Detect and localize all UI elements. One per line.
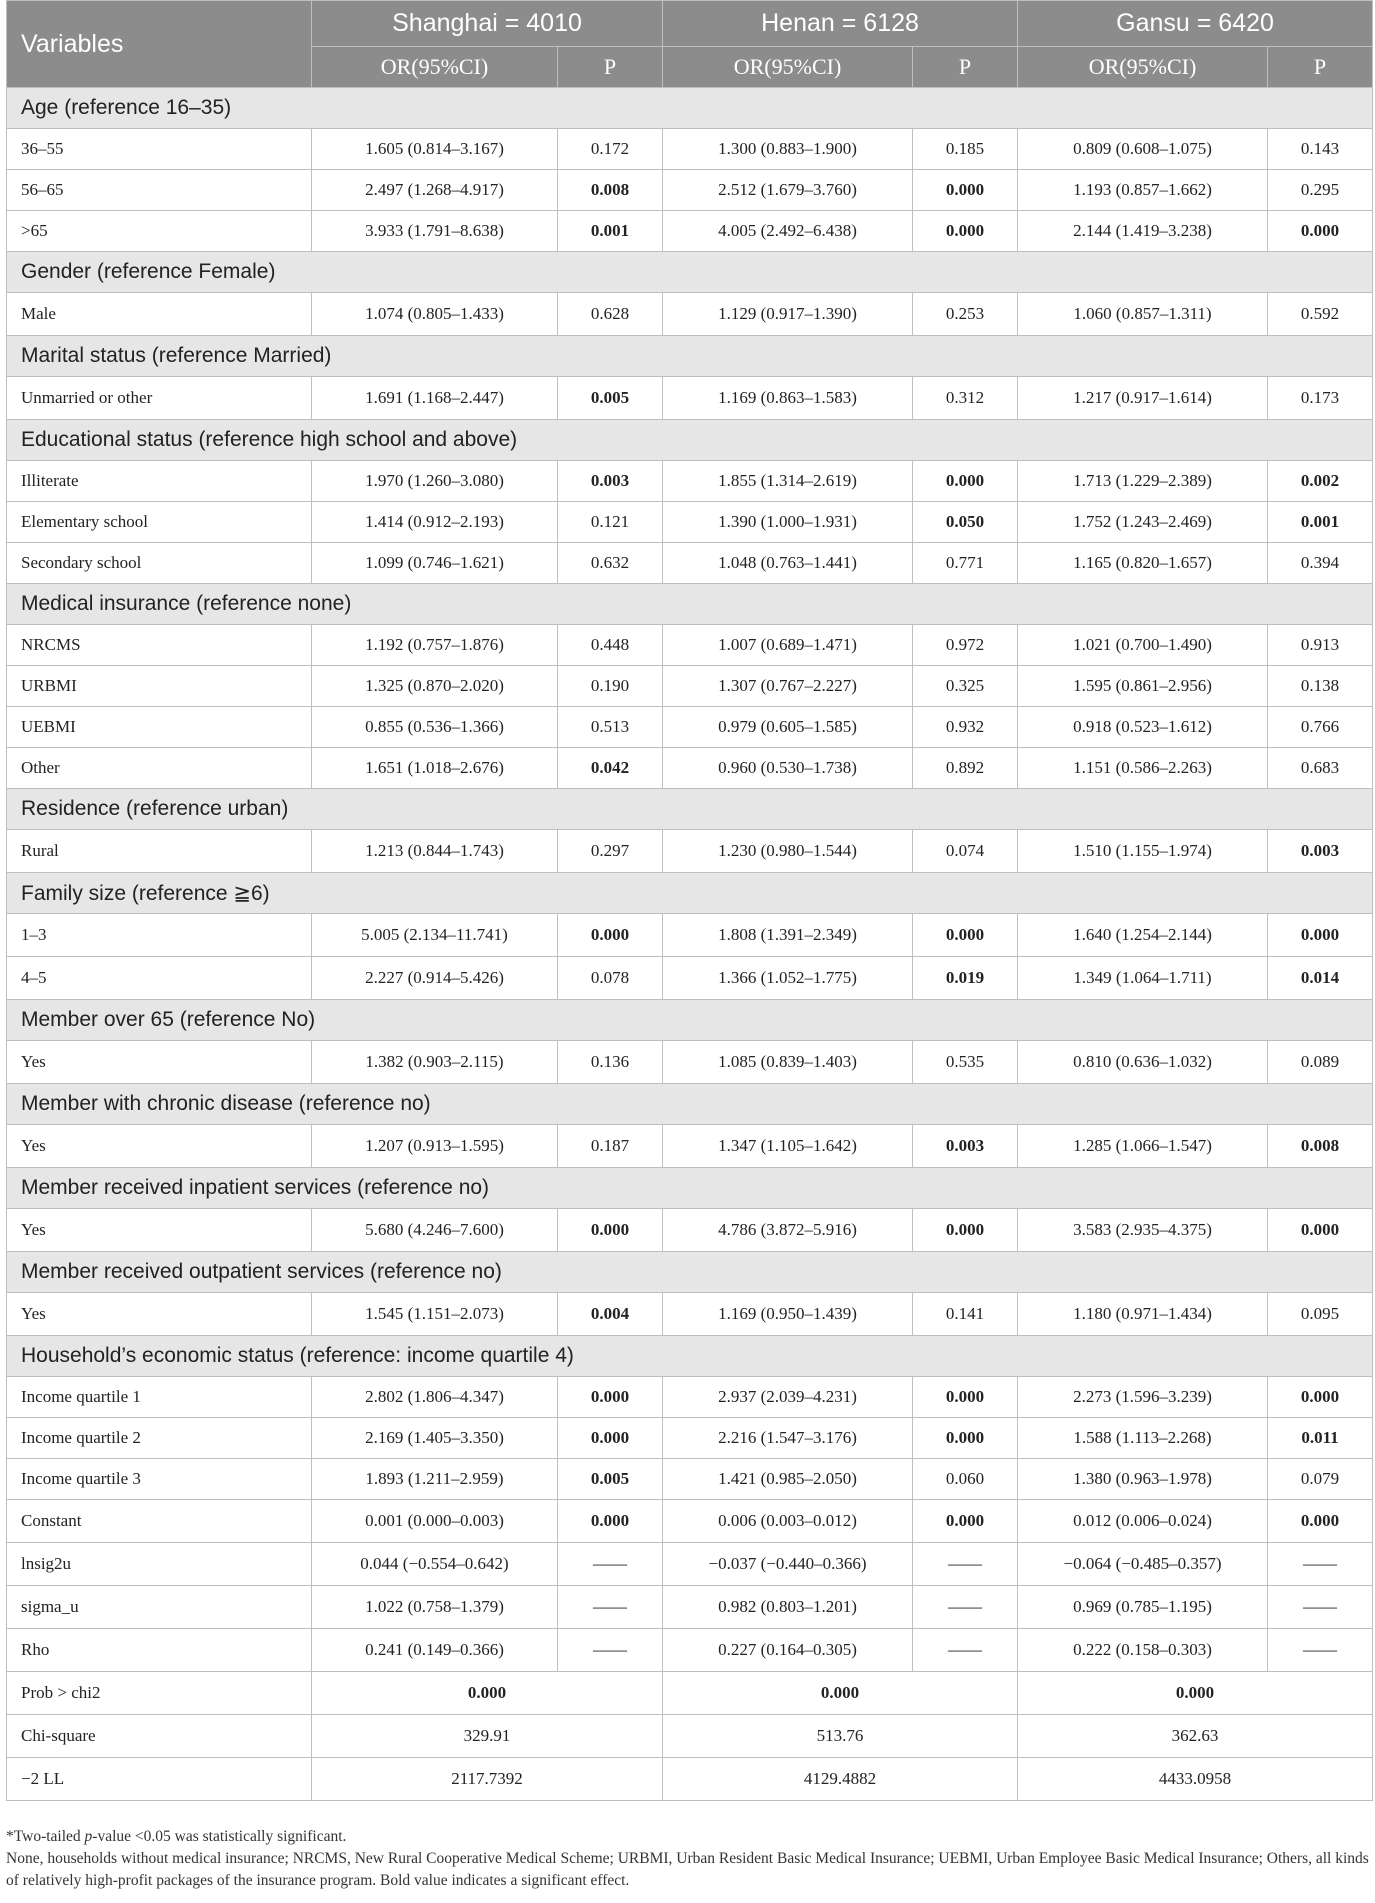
row-label: Yes	[7, 1041, 312, 1084]
or-ci-cell: 1.970 (1.260–3.080)	[312, 461, 558, 502]
table-row	[7, 748, 1373, 789]
p-value-cell: 0.050	[913, 502, 1018, 543]
or-ci-cell: 1.060 (0.857–1.311)	[1018, 293, 1268, 336]
table-row	[7, 1377, 1373, 1418]
or-ci-cell: 0.855 (0.536–1.366)	[312, 707, 558, 748]
p-value-cell: 0.095	[1268, 1293, 1373, 1336]
table-row	[7, 1209, 1373, 1252]
table-row	[7, 1125, 1373, 1168]
or-ci-cell: 5.680 (4.246–7.600)	[312, 1209, 558, 1252]
or-ci-cell: 2.273 (1.596–3.239)	[1018, 1377, 1268, 1418]
or-ci-cell: 0.222 (0.158–0.303)	[1018, 1629, 1268, 1672]
p-value-cell: 0.008	[1268, 1125, 1373, 1168]
or-ci-cell: 2.937 (2.039–4.231)	[663, 1377, 913, 1418]
table-row	[7, 1418, 1373, 1459]
p-value-cell: 0.001	[558, 211, 663, 252]
or-ci-cell: 0.012 (0.006–0.024)	[1018, 1500, 1268, 1543]
table-row	[7, 914, 1373, 957]
or-ci-cell: 1.893 (1.211–2.959)	[312, 1459, 558, 1500]
section-header-row	[7, 1252, 1373, 1293]
or-ci-cell: 1.129 (0.917–1.390)	[663, 293, 913, 336]
or-ci-cell: 2.227 (0.914–5.426)	[312, 957, 558, 1000]
section-header-row	[7, 88, 1373, 129]
section-label: Member received outpatient services (reference no)	[7, 1252, 1373, 1293]
or-ci-cell: 0.918 (0.523–1.612)	[1018, 707, 1268, 748]
row-label: Other	[7, 748, 312, 789]
or-ci-cell: 1.588 (1.113–2.268)	[1018, 1418, 1268, 1459]
table-row	[7, 1293, 1373, 1336]
table-body	[7, 88, 1373, 1801]
p-value-cell: 0.138	[1268, 666, 1373, 707]
regression-results-table	[6, 0, 1373, 1801]
p-header: P	[1268, 47, 1373, 88]
row-label: Rural	[7, 830, 312, 873]
table-row	[7, 1459, 1373, 1500]
or-ci-cell: 1.085 (0.839–1.403)	[663, 1041, 913, 1084]
or-ci-cell: 2.512 (1.679–3.760)	[663, 170, 913, 211]
summary-value-cell: 513.76	[663, 1715, 1018, 1758]
or-ci-cell: 3.933 (1.791–8.638)	[312, 211, 558, 252]
p-value-cell: 0.297	[558, 830, 663, 873]
row-label: Income quartile 3	[7, 1459, 312, 1500]
footnote-p-symbol: p	[84, 1828, 93, 1845]
p-value-cell: 0.002	[1268, 461, 1373, 502]
or-ci-cell: 1.169 (0.950–1.439)	[663, 1293, 913, 1336]
or-ci-cell: 1.349 (1.064–1.711)	[1018, 957, 1268, 1000]
p-value-cell: 0.000	[1268, 1500, 1373, 1543]
table-header	[7, 1, 1373, 88]
table-row	[7, 707, 1373, 748]
p-value-cell: 0.003	[913, 1125, 1018, 1168]
p-value-cell: 0.042	[558, 748, 663, 789]
row-label: Male	[7, 293, 312, 336]
p-value-cell: 0.312	[913, 377, 1018, 420]
p-value-cell: 0.014	[1268, 957, 1373, 1000]
row-label: Yes	[7, 1293, 312, 1336]
p-value-cell: 0.000	[913, 170, 1018, 211]
p-value-cell: 0.079	[1268, 1459, 1373, 1500]
summary-value-cell: 0.000	[312, 1672, 663, 1715]
or-ci-cell: 2.144 (1.419–3.238)	[1018, 211, 1268, 252]
or-ci-cell: 1.193 (0.857–1.662)	[1018, 170, 1268, 211]
section-label: Educational status (reference high school and above)	[7, 420, 1373, 461]
section-label: Household’s economic status (reference: income quartile 4)	[7, 1336, 1373, 1377]
section-label: Family size (reference ≧6)	[7, 873, 1373, 914]
or-ci-cell: 2.802 (1.806–4.347)	[312, 1377, 558, 1418]
row-label: Elementary school	[7, 502, 312, 543]
or-ci-cell: 0.241 (0.149–0.366)	[312, 1629, 558, 1672]
row-label: Rho	[7, 1629, 312, 1672]
or-ci-cell: 0.960 (0.530–1.738)	[663, 748, 913, 789]
p-value-cell: 0.766	[1268, 707, 1373, 748]
p-value-cell: ——	[1268, 1543, 1373, 1586]
or-ci-cell: 1.325 (0.870–2.020)	[312, 666, 558, 707]
or-ci-cell: 1.510 (1.155–1.974)	[1018, 830, 1268, 873]
p-value-cell: 0.000	[558, 1377, 663, 1418]
summary-row	[7, 1758, 1373, 1801]
table-row	[7, 666, 1373, 707]
p-value-cell: 0.173	[1268, 377, 1373, 420]
or-ci-cell: 1.382 (0.903–2.115)	[312, 1041, 558, 1084]
p-value-cell: 0.000	[558, 1500, 663, 1543]
section-label: Medical insurance (reference none)	[7, 584, 1373, 625]
row-label: lnsig2u	[7, 1543, 312, 1586]
summary-row	[7, 1672, 1373, 1715]
p-value-cell: ——	[913, 1543, 1018, 1586]
or-ci-cell: 1.640 (1.254–2.144)	[1018, 914, 1268, 957]
or-ci-header: OR(95%CI)	[312, 47, 558, 88]
p-value-cell: 0.932	[913, 707, 1018, 748]
table-row	[7, 170, 1373, 211]
or-ci-cell: 4.005 (2.492–6.438)	[663, 211, 913, 252]
p-value-cell: 0.060	[913, 1459, 1018, 1500]
row-label: Constant	[7, 1500, 312, 1543]
section-label: Residence (reference urban)	[7, 789, 1373, 830]
or-ci-cell: 1.390 (1.000–1.931)	[663, 502, 913, 543]
p-value-cell: 0.190	[558, 666, 663, 707]
or-ci-cell: 1.307 (0.767–2.227)	[663, 666, 913, 707]
section-header-row	[7, 584, 1373, 625]
table-row	[7, 502, 1373, 543]
p-value-cell: 0.535	[913, 1041, 1018, 1084]
p-value-cell: ——	[558, 1629, 663, 1672]
footnote-text: -value <0.05 was statistically significant.	[92, 1828, 347, 1845]
or-ci-cell: 0.969 (0.785–1.195)	[1018, 1586, 1268, 1629]
p-value-cell: ——	[558, 1586, 663, 1629]
table-footnotes	[6, 1826, 1372, 1892]
row-label: >65	[7, 211, 312, 252]
table-row	[7, 1543, 1373, 1586]
row-label: Income quartile 1	[7, 1377, 312, 1418]
summary-row	[7, 1715, 1373, 1758]
row-label: Yes	[7, 1209, 312, 1252]
section-header-row	[7, 873, 1373, 914]
row-label: Unmarried or other	[7, 377, 312, 420]
section-header-row	[7, 336, 1373, 377]
p-value-cell: ——	[558, 1543, 663, 1586]
or-ci-cell: 1.169 (0.863–1.583)	[663, 377, 913, 420]
row-label: URBMI	[7, 666, 312, 707]
p-value-cell: 0.003	[558, 461, 663, 502]
p-value-cell: 0.008	[558, 170, 663, 211]
p-value-cell: 0.592	[1268, 293, 1373, 336]
row-label: 4–5	[7, 957, 312, 1000]
footnote-significance	[6, 1826, 1372, 1848]
p-value-cell: 0.000	[913, 211, 1018, 252]
or-ci-cell: 1.808 (1.391–2.349)	[663, 914, 913, 957]
table-row	[7, 129, 1373, 170]
p-value-cell: 0.972	[913, 625, 1018, 666]
p-value-cell: 0.121	[558, 502, 663, 543]
p-value-cell: 0.628	[558, 293, 663, 336]
p-value-cell: 0.892	[913, 748, 1018, 789]
or-ci-cell: 1.022 (0.758–1.379)	[312, 1586, 558, 1629]
or-ci-cell: 0.809 (0.608–1.075)	[1018, 129, 1268, 170]
or-ci-cell: 3.583 (2.935–4.375)	[1018, 1209, 1268, 1252]
row-label: 56–65	[7, 170, 312, 211]
or-ci-cell: 1.074 (0.805–1.433)	[312, 293, 558, 336]
p-value-cell: 0.143	[1268, 129, 1373, 170]
p-value-cell: 0.003	[1268, 830, 1373, 873]
p-value-cell: 0.019	[913, 957, 1018, 1000]
p-value-cell: 0.295	[1268, 170, 1373, 211]
row-label: Prob > chi2	[7, 1672, 312, 1715]
p-value-cell: 0.771	[913, 543, 1018, 584]
footnote-abbreviations: None, households without medical insurance; NRCMS, New Rural Cooperative Medical Scheme; URBMI, Urban Resident Basic Medical Insurance; UEBMI, Urban Employee Basic Medical Insurance; Others, all kinds of relatively high-profit packages of the insurance program. Bold value indicates a significant effect.	[6, 1850, 1369, 1889]
or-ci-cell: 1.300 (0.883–1.900)	[663, 129, 913, 170]
p-value-cell: 0.000	[1268, 1209, 1373, 1252]
p-value-cell: 0.089	[1268, 1041, 1373, 1084]
summary-value-cell: 0.000	[663, 1672, 1018, 1715]
table-row	[7, 1500, 1373, 1543]
p-value-cell: 0.000	[1268, 211, 1373, 252]
p-value-cell: 0.185	[913, 129, 1018, 170]
table-row	[7, 830, 1373, 873]
p-value-cell: 0.005	[558, 1459, 663, 1500]
p-value-cell: 0.000	[1268, 914, 1373, 957]
row-label: −2 LL	[7, 1758, 312, 1801]
or-ci-cell: 1.713 (1.229–2.389)	[1018, 461, 1268, 502]
footnote-text: *Two-tailed	[6, 1828, 85, 1845]
section-label: Gender (reference Female)	[7, 252, 1373, 293]
or-ci-cell: 1.347 (1.105–1.642)	[663, 1125, 913, 1168]
p-value-cell: ——	[913, 1629, 1018, 1672]
or-ci-header: OR(95%CI)	[663, 47, 913, 88]
or-ci-header: OR(95%CI)	[1018, 47, 1268, 88]
p-value-cell: 0.000	[913, 1377, 1018, 1418]
row-label: Secondary school	[7, 543, 312, 584]
table-row	[7, 1041, 1373, 1084]
or-ci-cell: 5.005 (2.134–11.741)	[312, 914, 558, 957]
p-value-cell: 0.000	[913, 461, 1018, 502]
table-row	[7, 1586, 1373, 1629]
or-ci-cell: 1.752 (1.243–2.469)	[1018, 502, 1268, 543]
p-value-cell: 0.394	[1268, 543, 1373, 584]
section-header-row	[7, 1000, 1373, 1041]
table-row	[7, 293, 1373, 336]
p-value-cell: 0.513	[558, 707, 663, 748]
p-value-cell: 0.253	[913, 293, 1018, 336]
or-ci-cell: −0.064 (−0.485–0.357)	[1018, 1543, 1268, 1586]
or-ci-cell: 0.982 (0.803–1.201)	[663, 1586, 913, 1629]
p-value-cell: 0.074	[913, 830, 1018, 873]
variables-header: Variables	[7, 1, 312, 88]
p-value-cell: 0.913	[1268, 625, 1373, 666]
or-ci-cell: 1.855 (1.314–2.619)	[663, 461, 913, 502]
p-value-cell: 0.136	[558, 1041, 663, 1084]
p-value-cell: 0.000	[913, 914, 1018, 957]
p-value-cell: 0.141	[913, 1293, 1018, 1336]
p-value-cell: 0.000	[913, 1418, 1018, 1459]
summary-value-cell: 2117.7392	[312, 1758, 663, 1801]
table-row	[7, 377, 1373, 420]
or-ci-cell: 2.497 (1.268–4.917)	[312, 170, 558, 211]
section-label: Member over 65 (reference No)	[7, 1000, 1373, 1041]
or-ci-cell: 1.021 (0.700–1.490)	[1018, 625, 1268, 666]
or-ci-cell: 1.099 (0.746–1.621)	[312, 543, 558, 584]
p-value-cell: 0.000	[558, 1418, 663, 1459]
or-ci-cell: 1.151 (0.586–2.263)	[1018, 748, 1268, 789]
or-ci-cell: 1.230 (0.980–1.544)	[663, 830, 913, 873]
table-row	[7, 543, 1373, 584]
row-label: Income quartile 2	[7, 1418, 312, 1459]
or-ci-cell: 1.595 (0.861–2.956)	[1018, 666, 1268, 707]
section-header-row	[7, 1084, 1373, 1125]
or-ci-cell: 0.001 (0.000–0.003)	[312, 1500, 558, 1543]
p-value-cell: 0.011	[1268, 1418, 1373, 1459]
table-row	[7, 211, 1373, 252]
summary-value-cell: 4433.0958	[1018, 1758, 1373, 1801]
or-ci-cell: 0.044 (−0.554–0.642)	[312, 1543, 558, 1586]
or-ci-cell: 0.006 (0.003–0.012)	[663, 1500, 913, 1543]
group-header-henan: Henan = 6128	[663, 1, 1018, 47]
section-label: Member with chronic disease (reference no)	[7, 1084, 1373, 1125]
or-ci-cell: 0.979 (0.605–1.585)	[663, 707, 913, 748]
row-label: sigma_u	[7, 1586, 312, 1629]
p-header: P	[558, 47, 663, 88]
or-ci-cell: 1.414 (0.912–2.193)	[312, 502, 558, 543]
p-value-cell: 0.448	[558, 625, 663, 666]
or-ci-cell: 1.421 (0.985–2.050)	[663, 1459, 913, 1500]
table-row	[7, 625, 1373, 666]
row-label: Illiterate	[7, 461, 312, 502]
or-ci-cell: 1.651 (1.018–2.676)	[312, 748, 558, 789]
row-label: Chi-square	[7, 1715, 312, 1758]
p-value-cell: ——	[913, 1586, 1018, 1629]
p-value-cell: 0.000	[913, 1500, 1018, 1543]
p-value-cell: 0.000	[913, 1209, 1018, 1252]
or-ci-cell: 1.165 (0.820–1.657)	[1018, 543, 1268, 584]
p-value-cell: 0.000	[558, 914, 663, 957]
or-ci-cell: 1.217 (0.917–1.614)	[1018, 377, 1268, 420]
table-row	[7, 461, 1373, 502]
p-value-cell: 0.325	[913, 666, 1018, 707]
or-ci-cell: 1.048 (0.763–1.441)	[663, 543, 913, 584]
p-value-cell: 0.078	[558, 957, 663, 1000]
section-label: Member received inpatient services (reference no)	[7, 1168, 1373, 1209]
table-row	[7, 1629, 1373, 1672]
or-ci-cell: 4.786 (3.872–5.916)	[663, 1209, 913, 1252]
section-header-row	[7, 789, 1373, 830]
or-ci-cell: 2.216 (1.547–3.176)	[663, 1418, 913, 1459]
p-value-cell: 0.683	[1268, 748, 1373, 789]
p-value-cell: 0.000	[1268, 1377, 1373, 1418]
section-label: Age (reference 16–35)	[7, 88, 1373, 129]
or-ci-cell: 1.213 (0.844–1.743)	[312, 830, 558, 873]
or-ci-cell: 1.605 (0.814–3.167)	[312, 129, 558, 170]
group-header-shanghai: Shanghai = 4010	[312, 1, 663, 47]
row-label: Yes	[7, 1125, 312, 1168]
p-value-cell: ——	[1268, 1629, 1373, 1672]
or-ci-cell: 1.366 (1.052–1.775)	[663, 957, 913, 1000]
table-row	[7, 957, 1373, 1000]
summary-value-cell: 329.91	[312, 1715, 663, 1758]
p-value-cell: ——	[1268, 1586, 1373, 1629]
or-ci-cell: 0.227 (0.164–0.305)	[663, 1629, 913, 1672]
section-header-row	[7, 252, 1373, 293]
p-value-cell: 0.632	[558, 543, 663, 584]
group-header-gansu: Gansu = 6420	[1018, 1, 1373, 47]
p-value-cell: 0.001	[1268, 502, 1373, 543]
p-value-cell: 0.000	[558, 1209, 663, 1252]
row-label: UEBMI	[7, 707, 312, 748]
p-value-cell: 0.187	[558, 1125, 663, 1168]
or-ci-cell: 1.691 (1.168–2.447)	[312, 377, 558, 420]
p-value-cell: 0.004	[558, 1293, 663, 1336]
p-header: P	[913, 47, 1018, 88]
row-label: 36–55	[7, 129, 312, 170]
summary-value-cell: 0.000	[1018, 1672, 1373, 1715]
or-ci-cell: 1.192 (0.757–1.876)	[312, 625, 558, 666]
summary-value-cell: 362.63	[1018, 1715, 1373, 1758]
or-ci-cell: 2.169 (1.405–3.350)	[312, 1418, 558, 1459]
section-label: Marital status (reference Married)	[7, 336, 1373, 377]
section-header-row	[7, 1168, 1373, 1209]
or-ci-cell: 1.007 (0.689–1.471)	[663, 625, 913, 666]
row-label: 1–3	[7, 914, 312, 957]
or-ci-cell: 0.810 (0.636–1.032)	[1018, 1041, 1268, 1084]
or-ci-cell: 1.380 (0.963–1.978)	[1018, 1459, 1268, 1500]
or-ci-cell: 1.285 (1.066–1.547)	[1018, 1125, 1268, 1168]
summary-value-cell: 4129.4882	[663, 1758, 1018, 1801]
row-label: NRCMS	[7, 625, 312, 666]
or-ci-cell: 1.545 (1.151–2.073)	[312, 1293, 558, 1336]
or-ci-cell: 1.207 (0.913–1.595)	[312, 1125, 558, 1168]
p-value-cell: 0.172	[558, 129, 663, 170]
or-ci-cell: 1.180 (0.971–1.434)	[1018, 1293, 1268, 1336]
section-header-row	[7, 1336, 1373, 1377]
section-header-row	[7, 420, 1373, 461]
results-table-container	[6, 0, 1372, 1801]
p-value-cell: 0.005	[558, 377, 663, 420]
or-ci-cell: −0.037 (−0.440–0.366)	[663, 1543, 913, 1586]
